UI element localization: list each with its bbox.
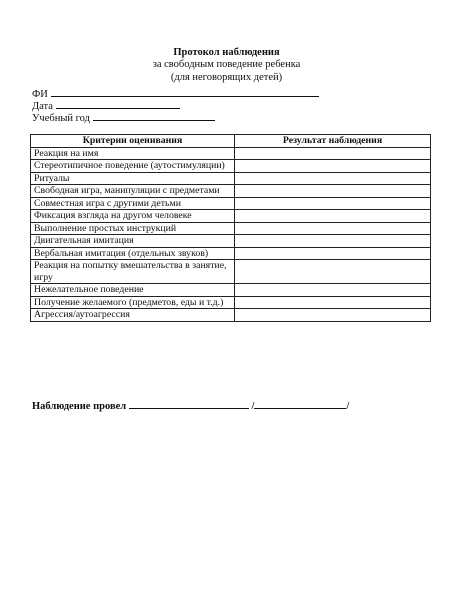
signature-separator-end: /: [346, 401, 350, 412]
criterion-cell: Фиксация взгляда на другом человеке: [31, 210, 235, 223]
observer-signature-line[interactable]: [254, 398, 346, 409]
criterion-cell: Вербальная имитация (отдельных звуков): [31, 247, 235, 260]
observation-table: [30, 134, 431, 322]
signature-separator: /: [251, 401, 255, 412]
result-cell[interactable]: [235, 235, 431, 248]
document-header: [0, 46, 453, 84]
criterion-cell: Выполнение простых инструкций: [31, 222, 235, 235]
criterion-cell: Совместная игра с другими детьми: [31, 197, 235, 210]
result-cell[interactable]: [235, 185, 431, 198]
table-row: [31, 210, 431, 223]
table-row: [31, 260, 431, 284]
table-row: [31, 160, 431, 173]
criterion-cell: Агрессия/аутоагрессия: [31, 309, 235, 322]
criterion-cell: Двигательная имитация: [31, 235, 235, 248]
result-cell[interactable]: [235, 247, 431, 260]
table-row: [31, 296, 431, 309]
table-row: [31, 284, 431, 297]
document-subtitle: за свободным поведение ребенка: [152, 59, 301, 70]
result-cell[interactable]: [235, 172, 431, 185]
observer-name-line[interactable]: [129, 398, 249, 409]
criterion-cell: Стереотипичное поведение (аутостимуляции): [31, 160, 235, 173]
table-row: [31, 147, 431, 160]
result-cell[interactable]: [235, 197, 431, 210]
date-line[interactable]: [56, 98, 180, 109]
table-row: [31, 185, 431, 198]
signature-line[interactable]: [32, 398, 349, 412]
signature-label: Наблюдение провел: [32, 401, 127, 412]
criterion-cell: Нежелательное поведение: [31, 284, 235, 297]
school-year-label: Учебный год: [32, 113, 90, 124]
result-cell[interactable]: [235, 309, 431, 322]
result-cell[interactable]: [235, 296, 431, 309]
result-header: Результат наблюдения: [235, 135, 431, 148]
criterion-cell: Реакция на попытку вмешательства в занятие, игру: [31, 260, 235, 284]
result-cell[interactable]: [235, 210, 431, 223]
school-year-field[interactable]: [32, 110, 215, 125]
name-line[interactable]: [51, 86, 319, 97]
result-cell[interactable]: [235, 147, 431, 160]
table-row: [31, 309, 431, 322]
table-row: [31, 235, 431, 248]
document-title: Протокол наблюдения: [173, 47, 280, 58]
table-row: [31, 222, 431, 235]
result-cell[interactable]: [235, 222, 431, 235]
criterion-cell: Получение желаемого (предметов, еды и т.д.): [31, 296, 235, 309]
table-row: [31, 172, 431, 185]
date-label: Дата: [32, 101, 53, 112]
table-row: [31, 197, 431, 210]
school-year-line[interactable]: [93, 110, 215, 121]
result-cell[interactable]: [235, 260, 431, 284]
table-header-row: [31, 135, 431, 148]
criterion-cell: Свободная игра, манипуляции с предметами: [31, 185, 235, 198]
result-cell[interactable]: [235, 160, 431, 173]
document-subtitle-note: (для неговорящих детей): [170, 71, 283, 83]
name-label: ФИ: [32, 89, 48, 100]
criterion-cell: Реакция на имя: [31, 147, 235, 160]
table-row: [31, 247, 431, 260]
result-cell[interactable]: [235, 284, 431, 297]
criteria-header: Критерии оценивания: [31, 135, 235, 148]
criterion-cell: Ритуалы: [31, 172, 235, 185]
